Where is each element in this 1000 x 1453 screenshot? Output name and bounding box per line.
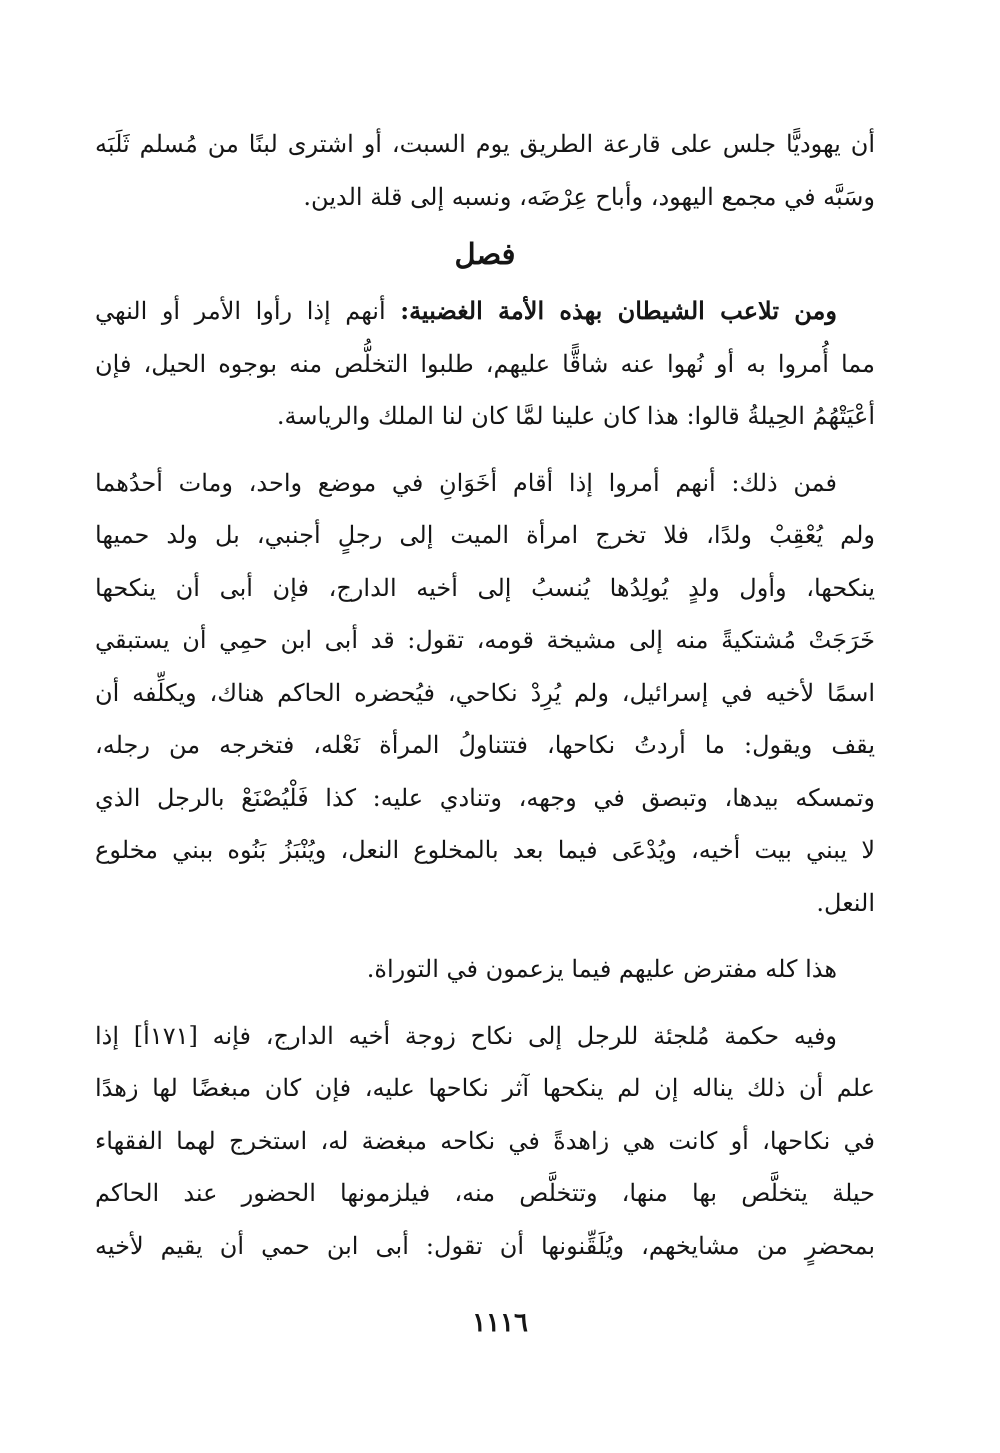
text-line: النعل.	[816, 888, 875, 917]
text-line: في نكاحها، أو كانت هي زاهدةً في نكاحه مبغضة له، استخرج لهما الفقهاء	[95, 1126, 875, 1155]
text-line: يقف ويقول: ما أردتُ نكاحها، فتتناولُ المرأة نَعْله، فتخرجه من رجله،	[95, 731, 875, 759]
paragraph-gap	[95, 929, 875, 943]
text-line: وتمسكه بيدها، وتبصق في وجهه، وتنادي عليه: كذا فَلْيُصْنَعْ بالرجل الذي	[95, 783, 875, 812]
section-lead: ومن تلاعب الشيطان بهذه الأمة الغضبية:	[400, 296, 837, 325]
page-number: ١١١٦	[472, 1308, 528, 1338]
text-line: ينكحها، وأول ولدٍ يُولِدُها يُنسبُ إلى أخيه الدارج، فإن أبى أن ينكحها	[95, 573, 875, 602]
paragraph-gap	[95, 443, 875, 457]
text-line: أن يهوديًّا جلس على قارعة الطريق يوم السبت، أو اشترى لبنًا من مُسلم ثَلَبَه	[95, 130, 875, 158]
page-body	[95, 118, 875, 1272]
text-line	[95, 285, 875, 338]
section-title: فصل	[454, 237, 516, 271]
text-line: لا يبني بيت أخيه، ويُدْعَى فيما بعد بالمخلوع النعل، ويُنْبَزُ بَنُوه ببني مخلوع	[95, 836, 875, 864]
text-line: حيلة يتخلَّص بها منها، وتتخلَّص منه، فيلزمونها الحضور عند الحاكم	[95, 1179, 875, 1207]
text-segment: أنهم إذا رأوا الأمر أو النهي	[95, 297, 401, 325]
text-line: هذا كله مفترض عليهم فيما يزعمون في التوراة.	[366, 955, 837, 983]
text-line: خَرَجَتْ مُشتكيةً منه إلى مشيخة قومه، تقول: قد أبى ابن حمِي أن يستبقي	[95, 626, 875, 654]
text-line: وفيه حكمة مُلجئة للرجل إلى نكاح زوجة أخيه الدارج، فإنه [١٧١أ] إذا	[95, 1021, 838, 1050]
text-line: وسَبَّه في مجمع اليهود، وأباح عِرْضَه، ونسبه إلى قلة الدين.	[303, 182, 875, 211]
text-line: علم أن ذلك يناله إن لم ينكحها آثر نكاحها عليه، فإن كان مبغضًا لها زهدًا	[95, 1074, 875, 1102]
text-line: فمن ذلك: أنهم أمروا إذا أقام أخَوَانِ في موضع واحد، ومات أحدُهما	[95, 468, 837, 497]
text-line: بمحضرٍ من مشايخهم، ويُلَقِّنونها أن تقول: أبى ابن حمي أن يقيم لأخيه	[95, 1231, 875, 1260]
text-line: ولم يُعْقِبْ ولدًا، فلا تخرج امرأة الميت إلى رجلٍ أجنبي، بل ولد حميها	[95, 521, 875, 549]
text-line: مما أُمروا به أو نُهوا عنه شاقًّا عليهم، طلبوا التخلُّص منه بوجوه الحيل، فإن	[95, 349, 875, 378]
paragraph-gap	[95, 996, 875, 1010]
text-line: اسمًا لأخيه في إسرائيل، ولم يُرِدْ نكاحي، فيُحضره الحاكم هناك، ويكلِّفه أن	[95, 678, 875, 707]
text-line: أعْيَتْهُمُ الحِيلةُ قالوا: هذا كان علينا لمَّا كان لنا الملك والرياسة.	[276, 402, 875, 430]
